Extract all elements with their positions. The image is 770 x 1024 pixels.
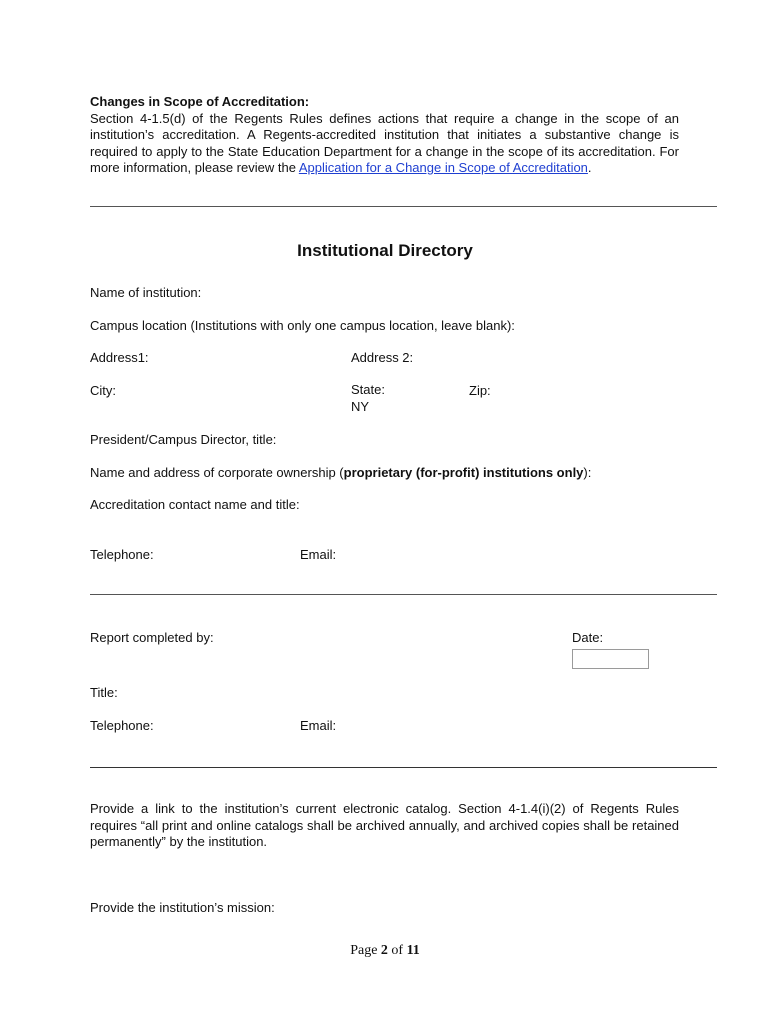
address1-label: Address1: [90,350,149,365]
corporate-ownership-emphasis: proprietary (for-profit) institutions only [343,465,584,480]
corporate-ownership-suffix: ): [583,465,592,480]
page-total: 11 [406,943,420,958]
contact-email-label: Email: [300,547,337,562]
page-current: 2 [380,943,388,958]
scope-heading: Changes in Scope of Accreditation: [90,94,310,109]
campus-location-label: Campus location (Institutions with only one campus location, leave blank): [90,318,515,333]
date-label: Date: [572,630,604,645]
section-divider-2 [90,594,717,595]
president-title-label: President/Campus Director, title: [90,432,277,447]
accreditation-contact-label: Accreditation contact name and title: [90,497,300,512]
report-email-label: Email: [300,718,337,733]
of-word: of [391,943,404,958]
section-divider-3 [90,767,717,768]
page-title: Institutional Directory [297,241,473,260]
catalog-instructions: Provide a link to the institution’s current electronic catalog. Section 4-1.4(i)(2) of Regents Rules requires “all print and online catalogs shall be archived annually, and archived copies shall be retained permanently” by the institution. [90,801,679,849]
report-title-label: Title: [90,685,118,700]
report-telephone-label: Telephone: [90,718,154,733]
page-word: Page [350,943,378,958]
contact-telephone-label: Telephone: [90,547,154,562]
zip-label: Zip: [469,383,491,398]
scope-body [90,111,679,177]
page-footer [0,943,770,959]
state-field [351,382,385,415]
corporate-ownership-label [90,465,591,480]
scope-body-text: Section 4-1.5(d) of the Regents Rules defines actions that require a change in the scope of an institution’s accreditation. A Regents-accredited institution that initiates a substantive change is required to apply to the State Education Department for a change in the scope of its accreditation. For more information, please review the [90,110,679,175]
report-completed-by-label: Report completed by: [90,630,214,645]
date-input[interactable] [572,649,649,669]
address2-label: Address 2: [351,350,414,365]
change-in-scope-application-link[interactable]: Application for a Change in Scope of Accreditation [298,160,588,175]
state-label: State: [351,382,385,397]
section-divider-1 [90,206,717,207]
scope-section [90,94,679,177]
institution-name-label: Name of institution: [90,285,202,300]
scope-trailing-period: . [587,160,592,175]
mission-label: Provide the institution’s mission: [90,900,275,915]
city-label: City: [90,383,116,398]
corporate-ownership-prefix: Name and address of corporate ownership ( [90,465,344,480]
state-value: NY [351,398,370,414]
